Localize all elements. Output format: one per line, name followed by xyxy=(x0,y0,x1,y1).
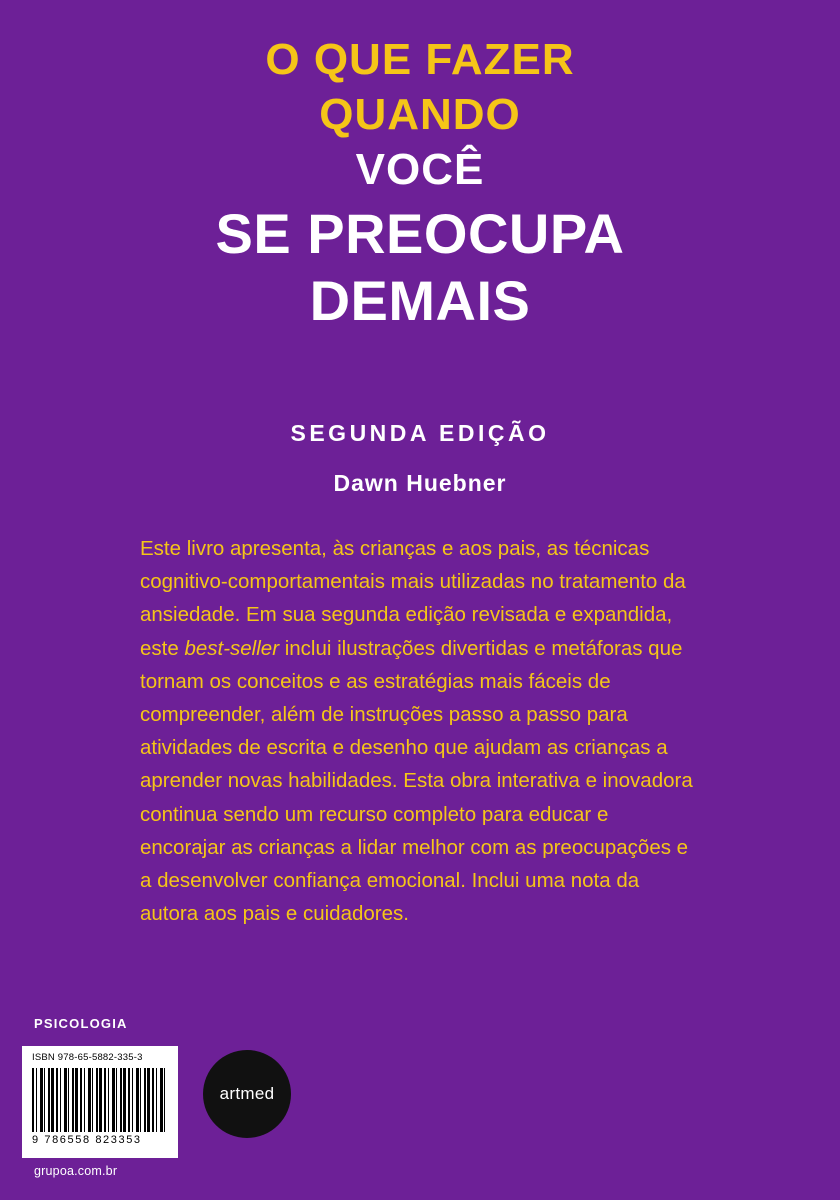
book-title xyxy=(0,35,840,332)
publisher-logo-label: artmed xyxy=(219,1084,275,1103)
edition-label: SEGUNDA EDIÇÃO xyxy=(290,420,550,446)
barcode-digits: 9 786558 823353 xyxy=(32,1134,142,1146)
title-line-5: DEMAIS xyxy=(309,268,531,332)
author-name: Dawn Huebner xyxy=(333,470,507,496)
title-line-3: VOCÊ xyxy=(355,144,485,194)
isbn-barcode-block xyxy=(22,1046,178,1158)
barcode-icon xyxy=(32,1068,168,1132)
publisher-website: grupoa.com.br xyxy=(34,1164,118,1178)
isbn-label: ISBN 978-65-5882-335-3 xyxy=(32,1052,143,1063)
title-line-4: SE PREOCUPA xyxy=(215,201,625,265)
blurb-part-before: Este livro apresenta, às crianças e aos pais, as técnicas cognitivo-comportamentais mais utilizadas no tratamento da ansiedade. Em sua segunda edição revisada e expandida, este xyxy=(140,537,686,660)
blurb-text xyxy=(140,532,696,930)
blurb-part-italic: best-seller xyxy=(184,636,280,660)
title-line-1: O QUE FAZER xyxy=(265,35,575,84)
title-line-2: QUANDO xyxy=(319,89,521,139)
category-label: PSICOLOGIA xyxy=(34,1016,128,1031)
blurb-part-after: inclui ilustrações divertidas e metáforas que tornam os conceitos e as estratégias mais fáceis de compreender, além de instruções passo a passo para atividades de escrita e desenho que ajudam as crianças a aprender novas habilidades. Esta obra interativa e inovadora continua sendo um recurso completo para educar e encorajar as crianças a lidar melhor com as preocupações e a desenvolver confiança emocional. Inclui uma nota da autora aos pais e cuidadores. xyxy=(140,636,693,926)
publisher-logo xyxy=(203,1050,291,1138)
